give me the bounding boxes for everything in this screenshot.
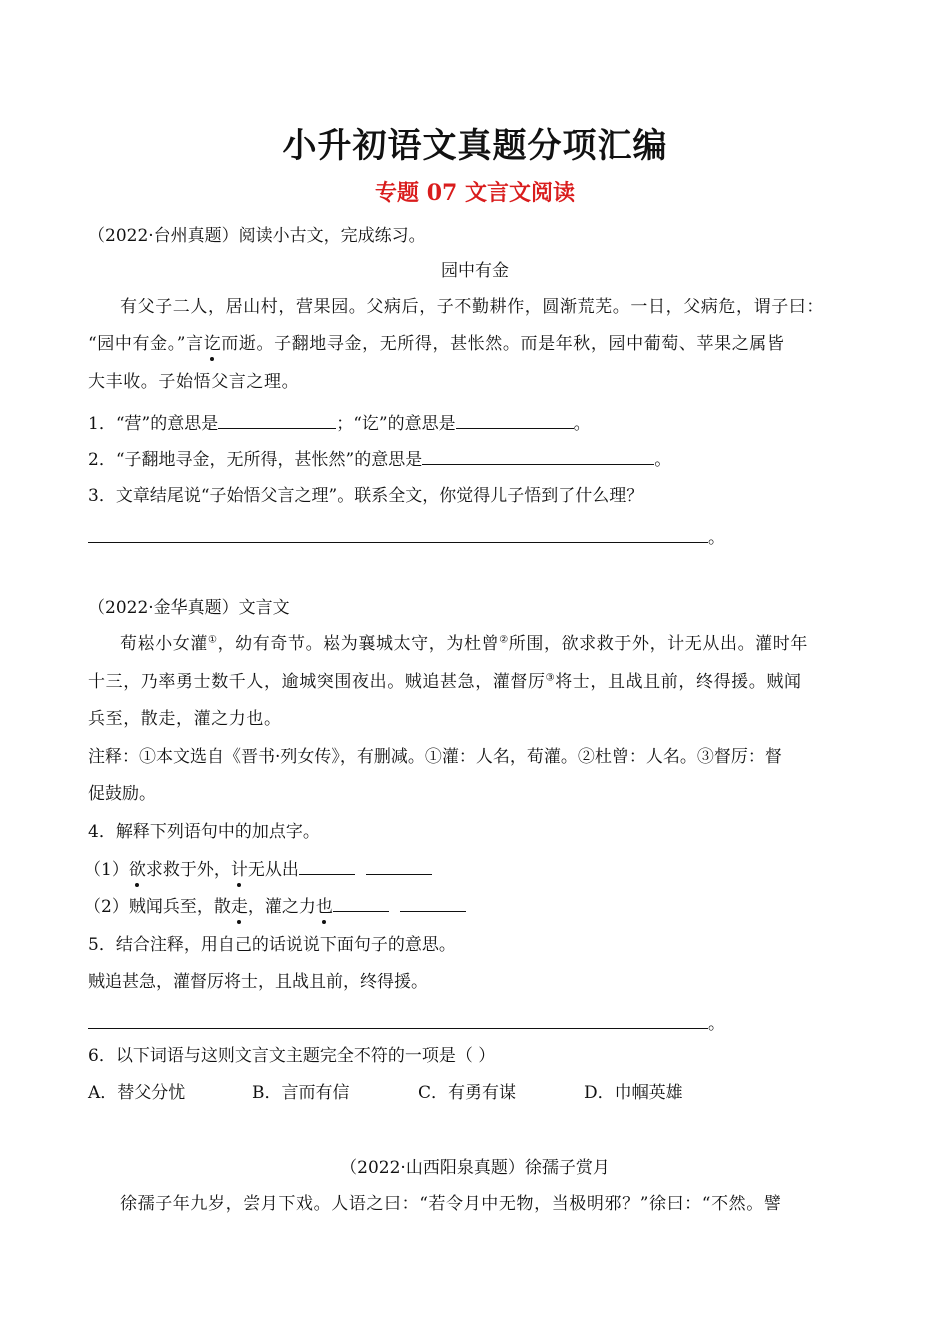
answer-blank[interactable] <box>218 410 336 429</box>
question-2: 2．“子翻地寻金，无所得，甚怅然”的意思是 。 <box>88 446 671 472</box>
question-4: 4．解释下列语句中的加点字。 <box>88 822 320 842</box>
emphasis-dot-char: 也 <box>315 897 333 917</box>
passage2-line2: 十三，乃率勇士数千人，逾城突围夜出。贼追甚急，灌督厉③将士，且战且前，终得援。贼闻 <box>88 672 802 692</box>
question-3-answer-line: 。 <box>88 524 725 550</box>
answer-blank[interactable] <box>299 856 355 875</box>
question-1: 1．“营”的意思是 ；“讫”的意思是 。 <box>88 410 591 436</box>
passage1-line1: 有父子二人，居山村，营果园。父病后，子不勤耕作，圆渐荒芜。一日，父病危，谓子曰： <box>120 297 824 317</box>
passage2-source: （2022·金华真题）文言文 <box>88 598 290 618</box>
question-5: 5．结合注释，用自己的话说说下面句子的意思。 <box>88 935 456 955</box>
question-5-sentence: 贼追甚急，灌督厉将士，且战且前，终得援。 <box>88 972 428 992</box>
passage2-note-line2: 促鼓励。 <box>88 784 156 804</box>
question-4-item-1: （1）欲求救于外，计无从出 <box>84 856 432 882</box>
answer-blank[interactable] <box>400 893 466 912</box>
option-b[interactable]: B．言而有信 <box>252 1083 350 1103</box>
option-c[interactable]: C．有勇有谋 <box>418 1083 517 1103</box>
passage3-line1: 徐孺子年九岁，尝月下戏。人语之曰：“若令月中无物，当极明邪？”徐曰：“不然。譬 <box>120 1194 782 1214</box>
passage1-source: （2022·台州真题）阅读小古文，完成练习。 <box>88 226 426 246</box>
passage1-title: 园中有金 <box>441 261 509 281</box>
passage1-line2: “园中有金。”言讫而逝。子翻地寻金，无所得，甚怅然。而是年秋，园中葡萄、苹果之属皆 <box>88 334 785 354</box>
answer-blank[interactable] <box>88 1010 708 1029</box>
question-6: 6．以下词语与这则文言文主题完全不符的一项是（ ） <box>88 1046 496 1066</box>
question-4-item-2: （2）贼闻兵至，散走，灌之力也 <box>84 893 466 919</box>
emphasis-dot-char: 欲 <box>128 860 146 880</box>
option-a[interactable]: A．替父分忧 <box>88 1083 186 1103</box>
passage1-line3: 大丰收。子始悟父言之理。 <box>88 372 300 392</box>
passage3-source: （2022·山西阳泉真题）徐孺子赏月 <box>340 1158 610 1178</box>
answer-blank[interactable] <box>333 893 389 912</box>
topic-subtitle: 专题 07 文言文阅读 <box>375 180 575 206</box>
passage2-line1: 荀崧小女灌①，幼有奇节。崧为襄城太守，为杜曾②所围，欲求救于外，计无从出。灌时年 <box>120 634 808 654</box>
emphasis-dot-char: 走 <box>230 897 248 917</box>
question-3: 3．文章结尾说“子始悟父言之理”。联系全文，你觉得儿子悟到了什么理？ <box>88 486 644 506</box>
question-5-answer-line: 。 <box>88 1010 725 1036</box>
answer-blank[interactable] <box>88 524 708 543</box>
emphasis-dot-char: 计 <box>230 860 248 880</box>
answer-blank[interactable] <box>456 410 574 429</box>
passage2-note-line1: 注释：①本文选自《晋书·列女传》，有删减。①灌：人名，荀灌。②杜曾：人名。③督厉：督 <box>88 747 782 767</box>
emphasis-dot-char: 讫 <box>203 334 222 354</box>
answer-blank[interactable] <box>422 446 654 465</box>
passage2-line3: 兵至，散走，灌之力也。 <box>88 709 282 729</box>
answer-blank[interactable] <box>366 856 432 875</box>
document-title: 小升初语文真题分项汇编 <box>282 126 668 166</box>
option-d[interactable]: D．巾帼英雄 <box>584 1083 683 1103</box>
